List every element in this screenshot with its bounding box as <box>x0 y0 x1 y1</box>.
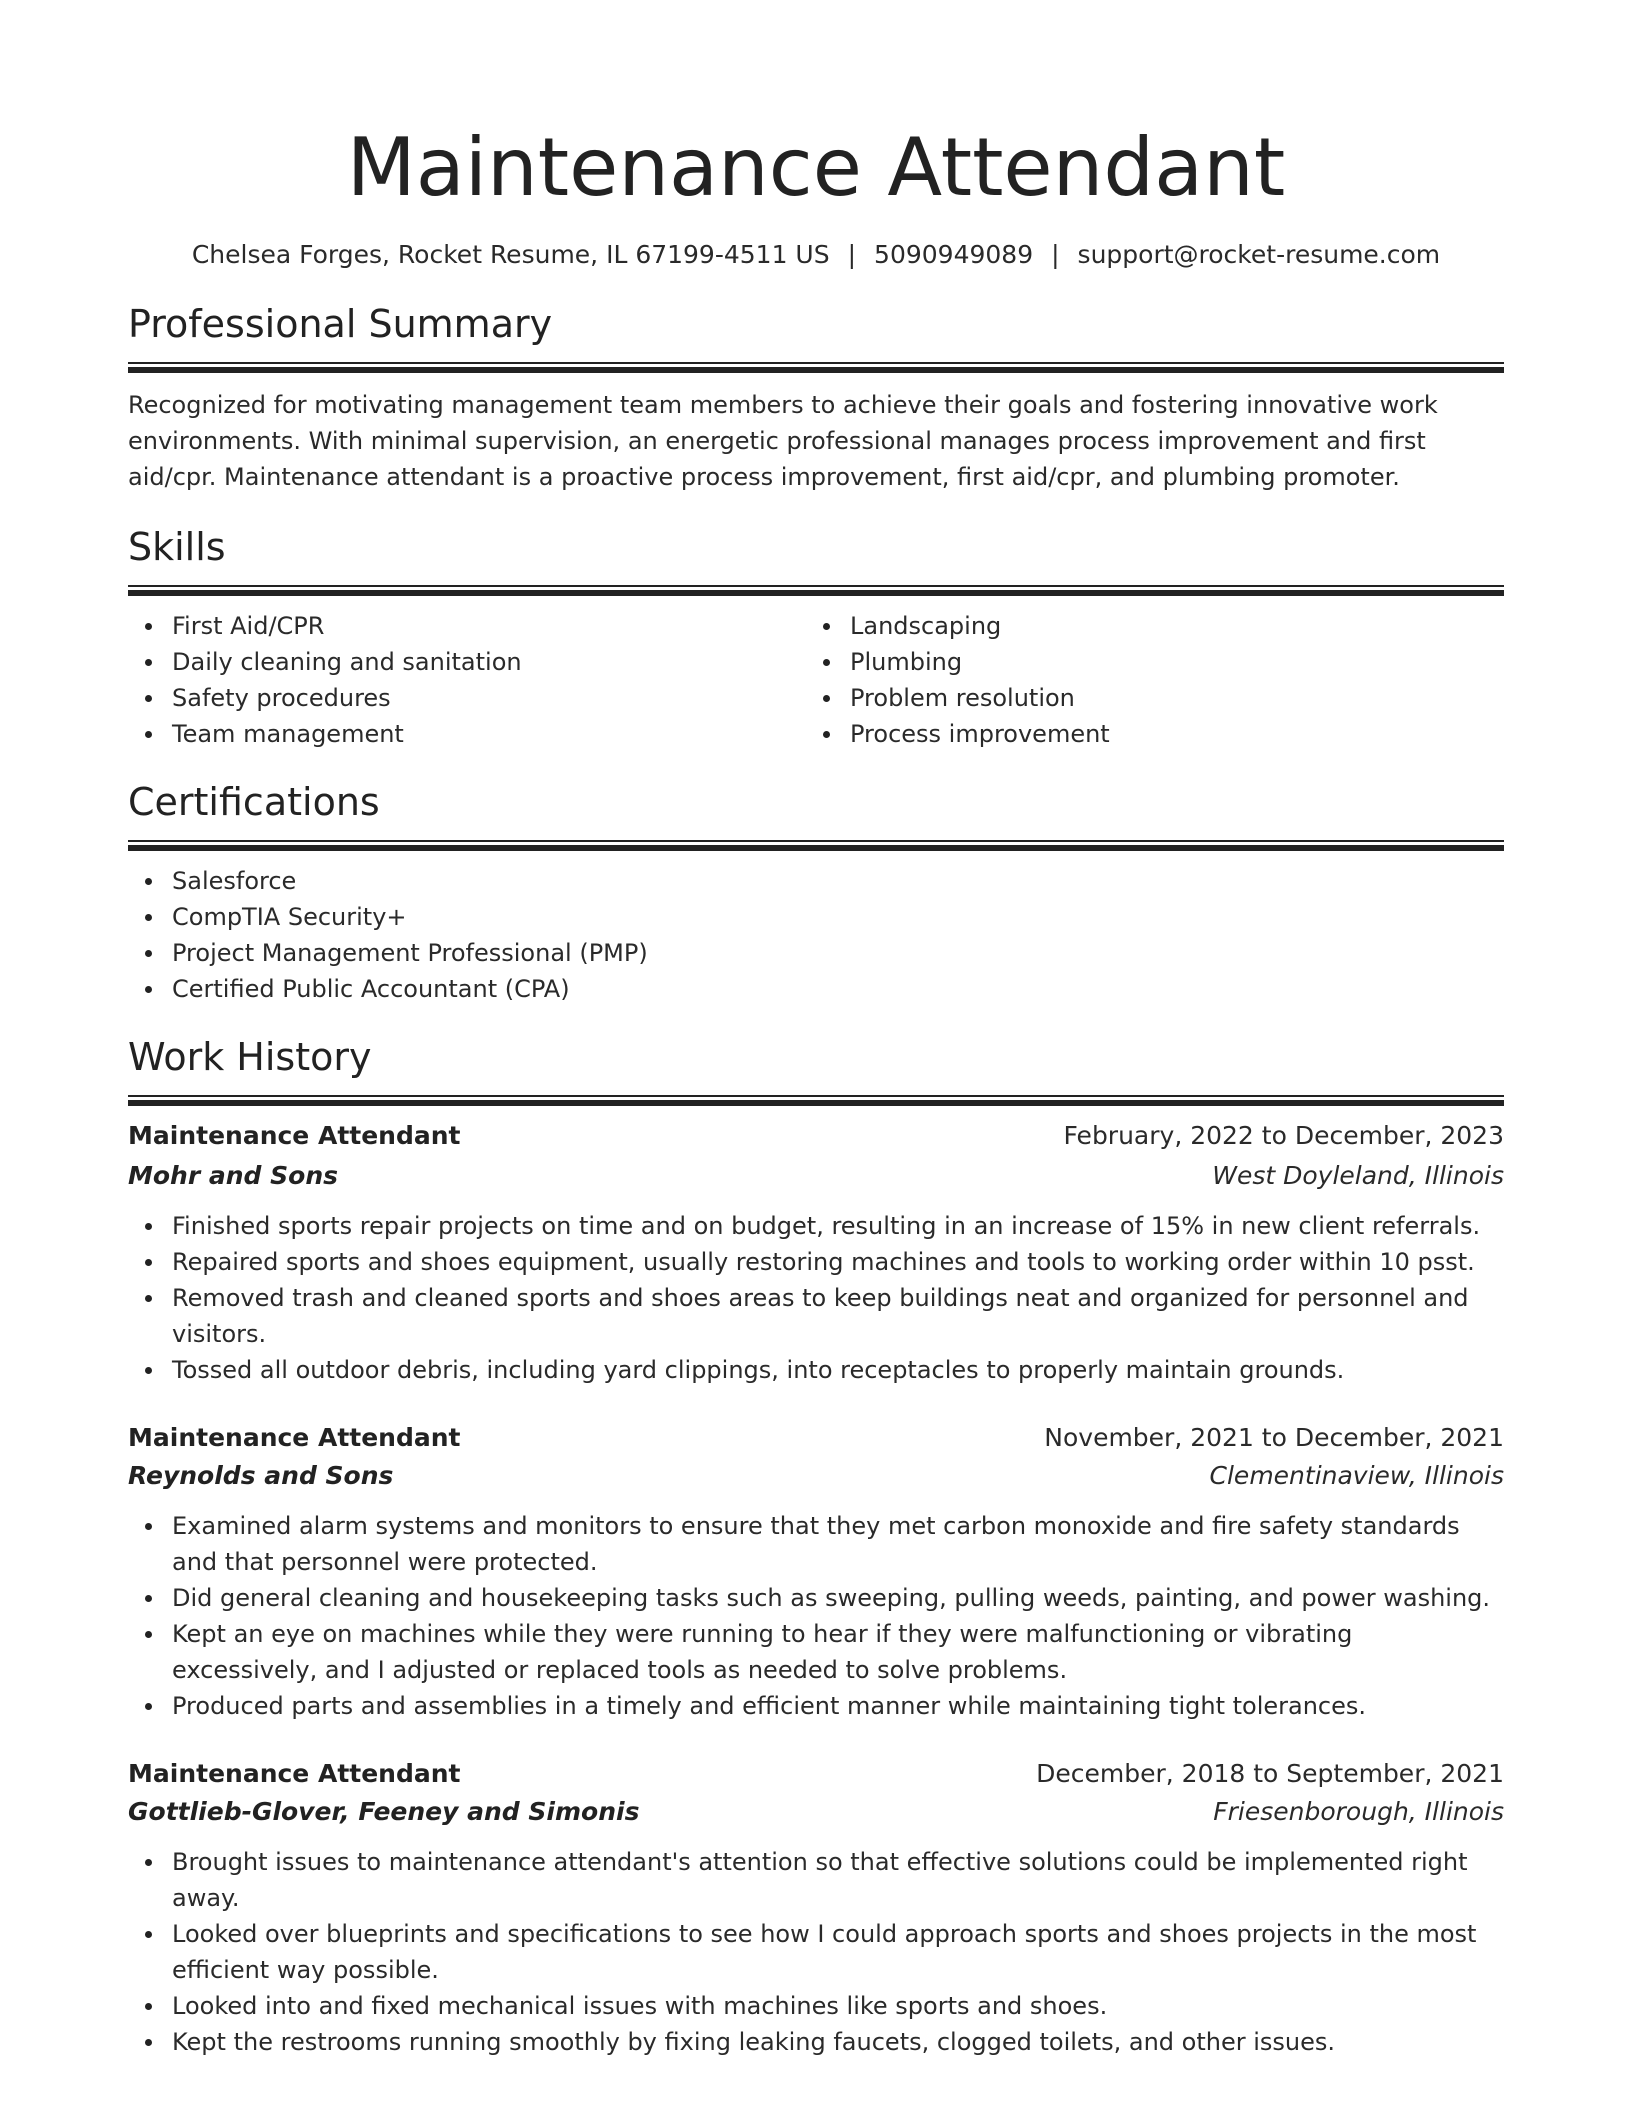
section-divider <box>128 362 1504 373</box>
job-bullet: Removed trash and cleaned sports and shoes areas to keep buildings neat and organized for personnel and visitors. <box>172 1280 1504 1352</box>
job-header-row <box>128 1756 1504 1792</box>
job-bullet: Finished sports repair projects on time and on budget, resulting in an increase of 15% in new client referrals. <box>172 1208 1504 1244</box>
skill-item: Daily cleaning and sanitation <box>172 644 806 680</box>
job-company: Mohr and Sons <box>128 1161 339 1190</box>
job-title: Maintenance Attendant <box>128 1423 461 1452</box>
job-bullet: Looked into and fixed mechanical issues with machines like sports and shoes. <box>172 1988 1504 2024</box>
job-location: Friesenborough, Illinois <box>1213 1797 1504 1826</box>
job-bullet: Repaired sports and shoes equipment, usually restoring machines and tools to working order within 10 psst. <box>172 1244 1504 1280</box>
job-location: Clementinaview, Illinois <box>1209 1461 1504 1490</box>
job-title: Maintenance Attendant <box>128 1121 461 1150</box>
skills-list-right <box>806 608 1110 752</box>
work-history-heading: Work History <box>128 1035 372 1079</box>
certifications-heading: Certifications <box>128 780 380 824</box>
skill-item: Safety procedures <box>172 680 806 716</box>
job-bullet: Kept an eye on machines while they were running to hear if they were malfunctioning or vibrating excessively, and I adjusted or replaced tools as needed to solve problems. <box>172 1616 1504 1688</box>
certification-item: CompTIA Security+ <box>172 899 1504 935</box>
job-company: Reynolds and Sons <box>128 1461 394 1490</box>
job-bullet: Did general cleaning and housekeeping tasks such as sweeping, pulling weeds, painting, and power washing. <box>172 1580 1504 1616</box>
skill-item: First Aid/CPR <box>172 608 806 644</box>
certification-item: Project Management Professional (PMP) <box>172 935 1504 971</box>
job-company: Gottlieb-Glover, Feeney and Simonis <box>128 1797 640 1826</box>
summary-text: Recognized for motivating management team members to achieve their goals and fostering innovative work environments. With minimal supervision, an energetic professional manages process improvement and first aid/cpr. Maintenance attendant is a proactive process improvement, first aid/cpr, and plumbing promoter. <box>128 391 1438 491</box>
job-bullets <box>128 1844 1504 2060</box>
certification-item: Certified Public Accountant (CPA) <box>172 971 1504 1007</box>
section-divider <box>128 585 1504 596</box>
job-bullet: Looked over blueprints and specifications to see how I could approach sports and shoes projects in the most efficient way possible. <box>172 1916 1504 1988</box>
summary-section <box>128 300 1504 495</box>
skills-section <box>128 523 1504 752</box>
skill-item: Plumbing <box>850 644 1110 680</box>
job-entry <box>128 1118 1504 1388</box>
job-bullet: Brought issues to maintenance attendant's attention so that effective solutions could be implemented right away. <box>172 1844 1504 1916</box>
certification-item: Salesforce <box>172 863 1504 899</box>
job-header-row <box>128 1420 1504 1456</box>
contact-phone[interactable]: 5090949089 <box>874 240 1034 269</box>
section-divider <box>128 840 1504 851</box>
skills-list-left <box>128 608 806 752</box>
skill-item: Process improvement <box>850 716 1110 752</box>
contact-separator: | <box>1051 240 1060 269</box>
job-bullets <box>128 1508 1504 1724</box>
work-history-section <box>128 1033 1504 2060</box>
job-company-row <box>128 1794 1504 1830</box>
resume-title: Maintenance Attendant <box>346 121 1286 214</box>
job-dates: November, 2021 to December, 2021 <box>1044 1423 1504 1452</box>
certifications-section <box>128 778 1504 1007</box>
contact-email[interactable]: support@rocket-resume.com <box>1077 240 1441 269</box>
skills-columns <box>128 608 1504 752</box>
skill-item: Problem resolution <box>850 680 1110 716</box>
job-bullets <box>128 1208 1504 1388</box>
job-dates: December, 2018 to September, 2021 <box>1036 1759 1504 1788</box>
job-header-row <box>128 1118 1504 1154</box>
contact-separator: | <box>847 240 857 269</box>
job-entry <box>128 1756 1504 2060</box>
job-entry <box>128 1420 1504 1724</box>
job-bullet: Produced parts and assemblies in a timely and efficient manner while maintaining tight tolerances. <box>172 1688 1504 1724</box>
section-divider <box>128 1095 1504 1106</box>
contact-line <box>128 238 1504 272</box>
summary-heading: Professional Summary <box>128 302 553 346</box>
skill-item: Team management <box>172 716 806 752</box>
job-bullet: Kept the restrooms running smoothly by fixing leaking faucets, clogged toilets, and other issues. <box>172 2024 1504 2060</box>
job-company-row <box>128 1158 1504 1194</box>
job-title: Maintenance Attendant <box>128 1759 461 1788</box>
resume-page <box>128 0 1504 2060</box>
certifications-list <box>128 863 1504 1007</box>
job-bullet: Examined alarm systems and monitors to ensure that they met carbon monoxide and fire safety standards and that personnel were protected. <box>172 1508 1504 1580</box>
skills-heading: Skills <box>128 525 226 569</box>
job-dates: February, 2022 to December, 2023 <box>1063 1121 1504 1150</box>
job-company-row <box>128 1458 1504 1494</box>
skill-item: Landscaping <box>850 608 1110 644</box>
job-bullet: Tossed all outdoor debris, including yard clippings, into receptacles to properly maintain grounds. <box>172 1352 1504 1388</box>
contact-address: Chelsea Forges, Rocket Resume, IL 67199-4511 US <box>191 240 830 269</box>
job-location: West Doyleland, Illinois <box>1212 1161 1504 1190</box>
